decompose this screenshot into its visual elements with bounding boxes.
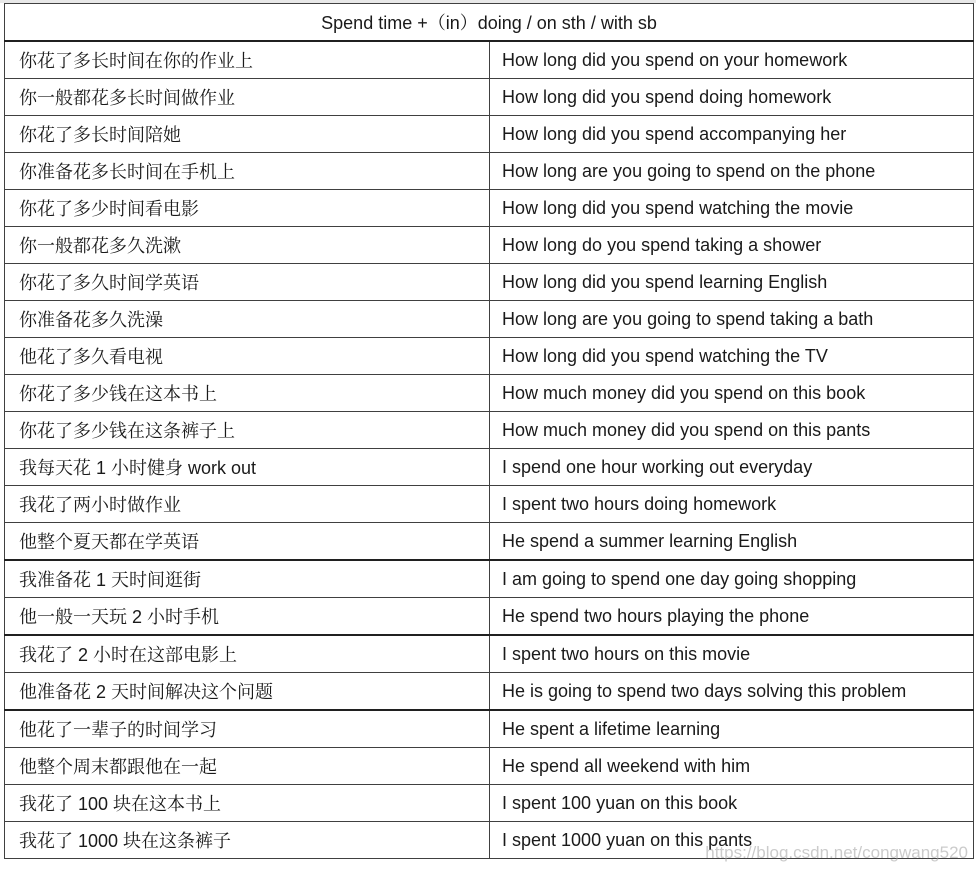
chinese-cell: 我花了两小时做作业 xyxy=(5,486,490,523)
english-cell: I spent two hours on this movie xyxy=(490,635,974,673)
table-row xyxy=(5,598,974,636)
english-cell: He spend all weekend with him xyxy=(490,748,974,785)
table-row xyxy=(5,301,974,338)
table-row xyxy=(5,635,974,673)
english-cell: How long did you spend learning English xyxy=(490,264,974,301)
table-body xyxy=(5,41,974,859)
chinese-cell: 你准备花多久洗澡 xyxy=(5,301,490,338)
table-row xyxy=(5,449,974,486)
chinese-cell: 你一般都花多久洗漱 xyxy=(5,227,490,264)
table-row xyxy=(5,523,974,561)
chinese-cell: 你花了多久时间学英语 xyxy=(5,264,490,301)
english-cell: I spend one hour working out everyday xyxy=(490,449,974,486)
chinese-cell: 你准备花多长时间在手机上 xyxy=(5,153,490,190)
chinese-cell: 我花了 100 块在这本书上 xyxy=(5,785,490,822)
table-row xyxy=(5,748,974,785)
phrase-table xyxy=(4,3,974,859)
chinese-cell: 我花了 1000 块在这条裤子 xyxy=(5,822,490,859)
english-cell: How long are you going to spend on the phone xyxy=(490,153,974,190)
english-cell: How long did you spend doing homework xyxy=(490,79,974,116)
english-cell: I am going to spend one day going shopping xyxy=(490,560,974,598)
chinese-cell: 他一般一天玩 2 小时手机 xyxy=(5,598,490,636)
table-row xyxy=(5,227,974,264)
chinese-cell: 你花了多少时间看电影 xyxy=(5,190,490,227)
english-cell: How much money did you spend on this book xyxy=(490,375,974,412)
table-row xyxy=(5,116,974,153)
chinese-cell: 我每天花 1 小时健身 work out xyxy=(5,449,490,486)
watermark: https://blog.csdn.net/congwang520 xyxy=(705,843,968,862)
chinese-cell: 我准备花 1 天时间逛街 xyxy=(5,560,490,598)
chinese-cell: 他准备花 2 天时间解决这个问题 xyxy=(5,673,490,711)
english-cell: I spent 1000 yuan on this pants xyxy=(490,822,974,859)
chinese-cell: 他花了多久看电视 xyxy=(5,338,490,375)
chinese-cell: 他花了一辈子的时间学习 xyxy=(5,710,490,748)
table-row xyxy=(5,153,974,190)
english-cell: He spent a lifetime learning xyxy=(490,710,974,748)
english-cell: He is going to spend two days solving this problem xyxy=(490,673,974,711)
table-row xyxy=(5,41,974,79)
table-row xyxy=(5,486,974,523)
chinese-cell: 你花了多少钱在这本书上 xyxy=(5,375,490,412)
table-row xyxy=(5,79,974,116)
table-row xyxy=(5,822,974,859)
english-cell: He spend two hours playing the phone xyxy=(490,598,974,636)
table-row xyxy=(5,264,974,301)
english-cell: How long are you going to spend taking a bath xyxy=(490,301,974,338)
english-cell: He spend a summer learning English xyxy=(490,523,974,561)
chinese-cell: 你花了多少钱在这条裤子上 xyxy=(5,412,490,449)
english-cell: How much money did you spend on this pants xyxy=(490,412,974,449)
table-row xyxy=(5,190,974,227)
table-row xyxy=(5,710,974,748)
table-row xyxy=(5,785,974,822)
table-row xyxy=(5,338,974,375)
english-cell: I spent 100 yuan on this book xyxy=(490,785,974,822)
chinese-cell: 你花了多长时间在你的作业上 xyxy=(5,41,490,79)
english-cell: How long did you spend accompanying her xyxy=(490,116,974,153)
table-row xyxy=(5,673,974,711)
table-row xyxy=(5,560,974,598)
english-cell: How long do you spend taking a shower xyxy=(490,227,974,264)
table-row xyxy=(5,412,974,449)
english-cell: How long did you spend watching the movie xyxy=(490,190,974,227)
table-title: Spend time +（in）doing / on sth / with sb xyxy=(5,4,974,42)
chinese-cell: 你一般都花多长时间做作业 xyxy=(5,79,490,116)
phrase-table-container xyxy=(4,3,973,859)
table-header-row xyxy=(5,4,974,42)
chinese-cell: 他整个周末都跟他在一起 xyxy=(5,748,490,785)
chinese-cell: 他整个夏天都在学英语 xyxy=(5,523,490,561)
chinese-cell: 我花了 2 小时在这部电影上 xyxy=(5,635,490,673)
table-row xyxy=(5,375,974,412)
chinese-cell: 你花了多长时间陪她 xyxy=(5,116,490,153)
english-cell: How long did you spend on your homework xyxy=(490,41,974,79)
english-cell: How long did you spend watching the TV xyxy=(490,338,974,375)
english-cell: I spent two hours doing homework xyxy=(490,486,974,523)
